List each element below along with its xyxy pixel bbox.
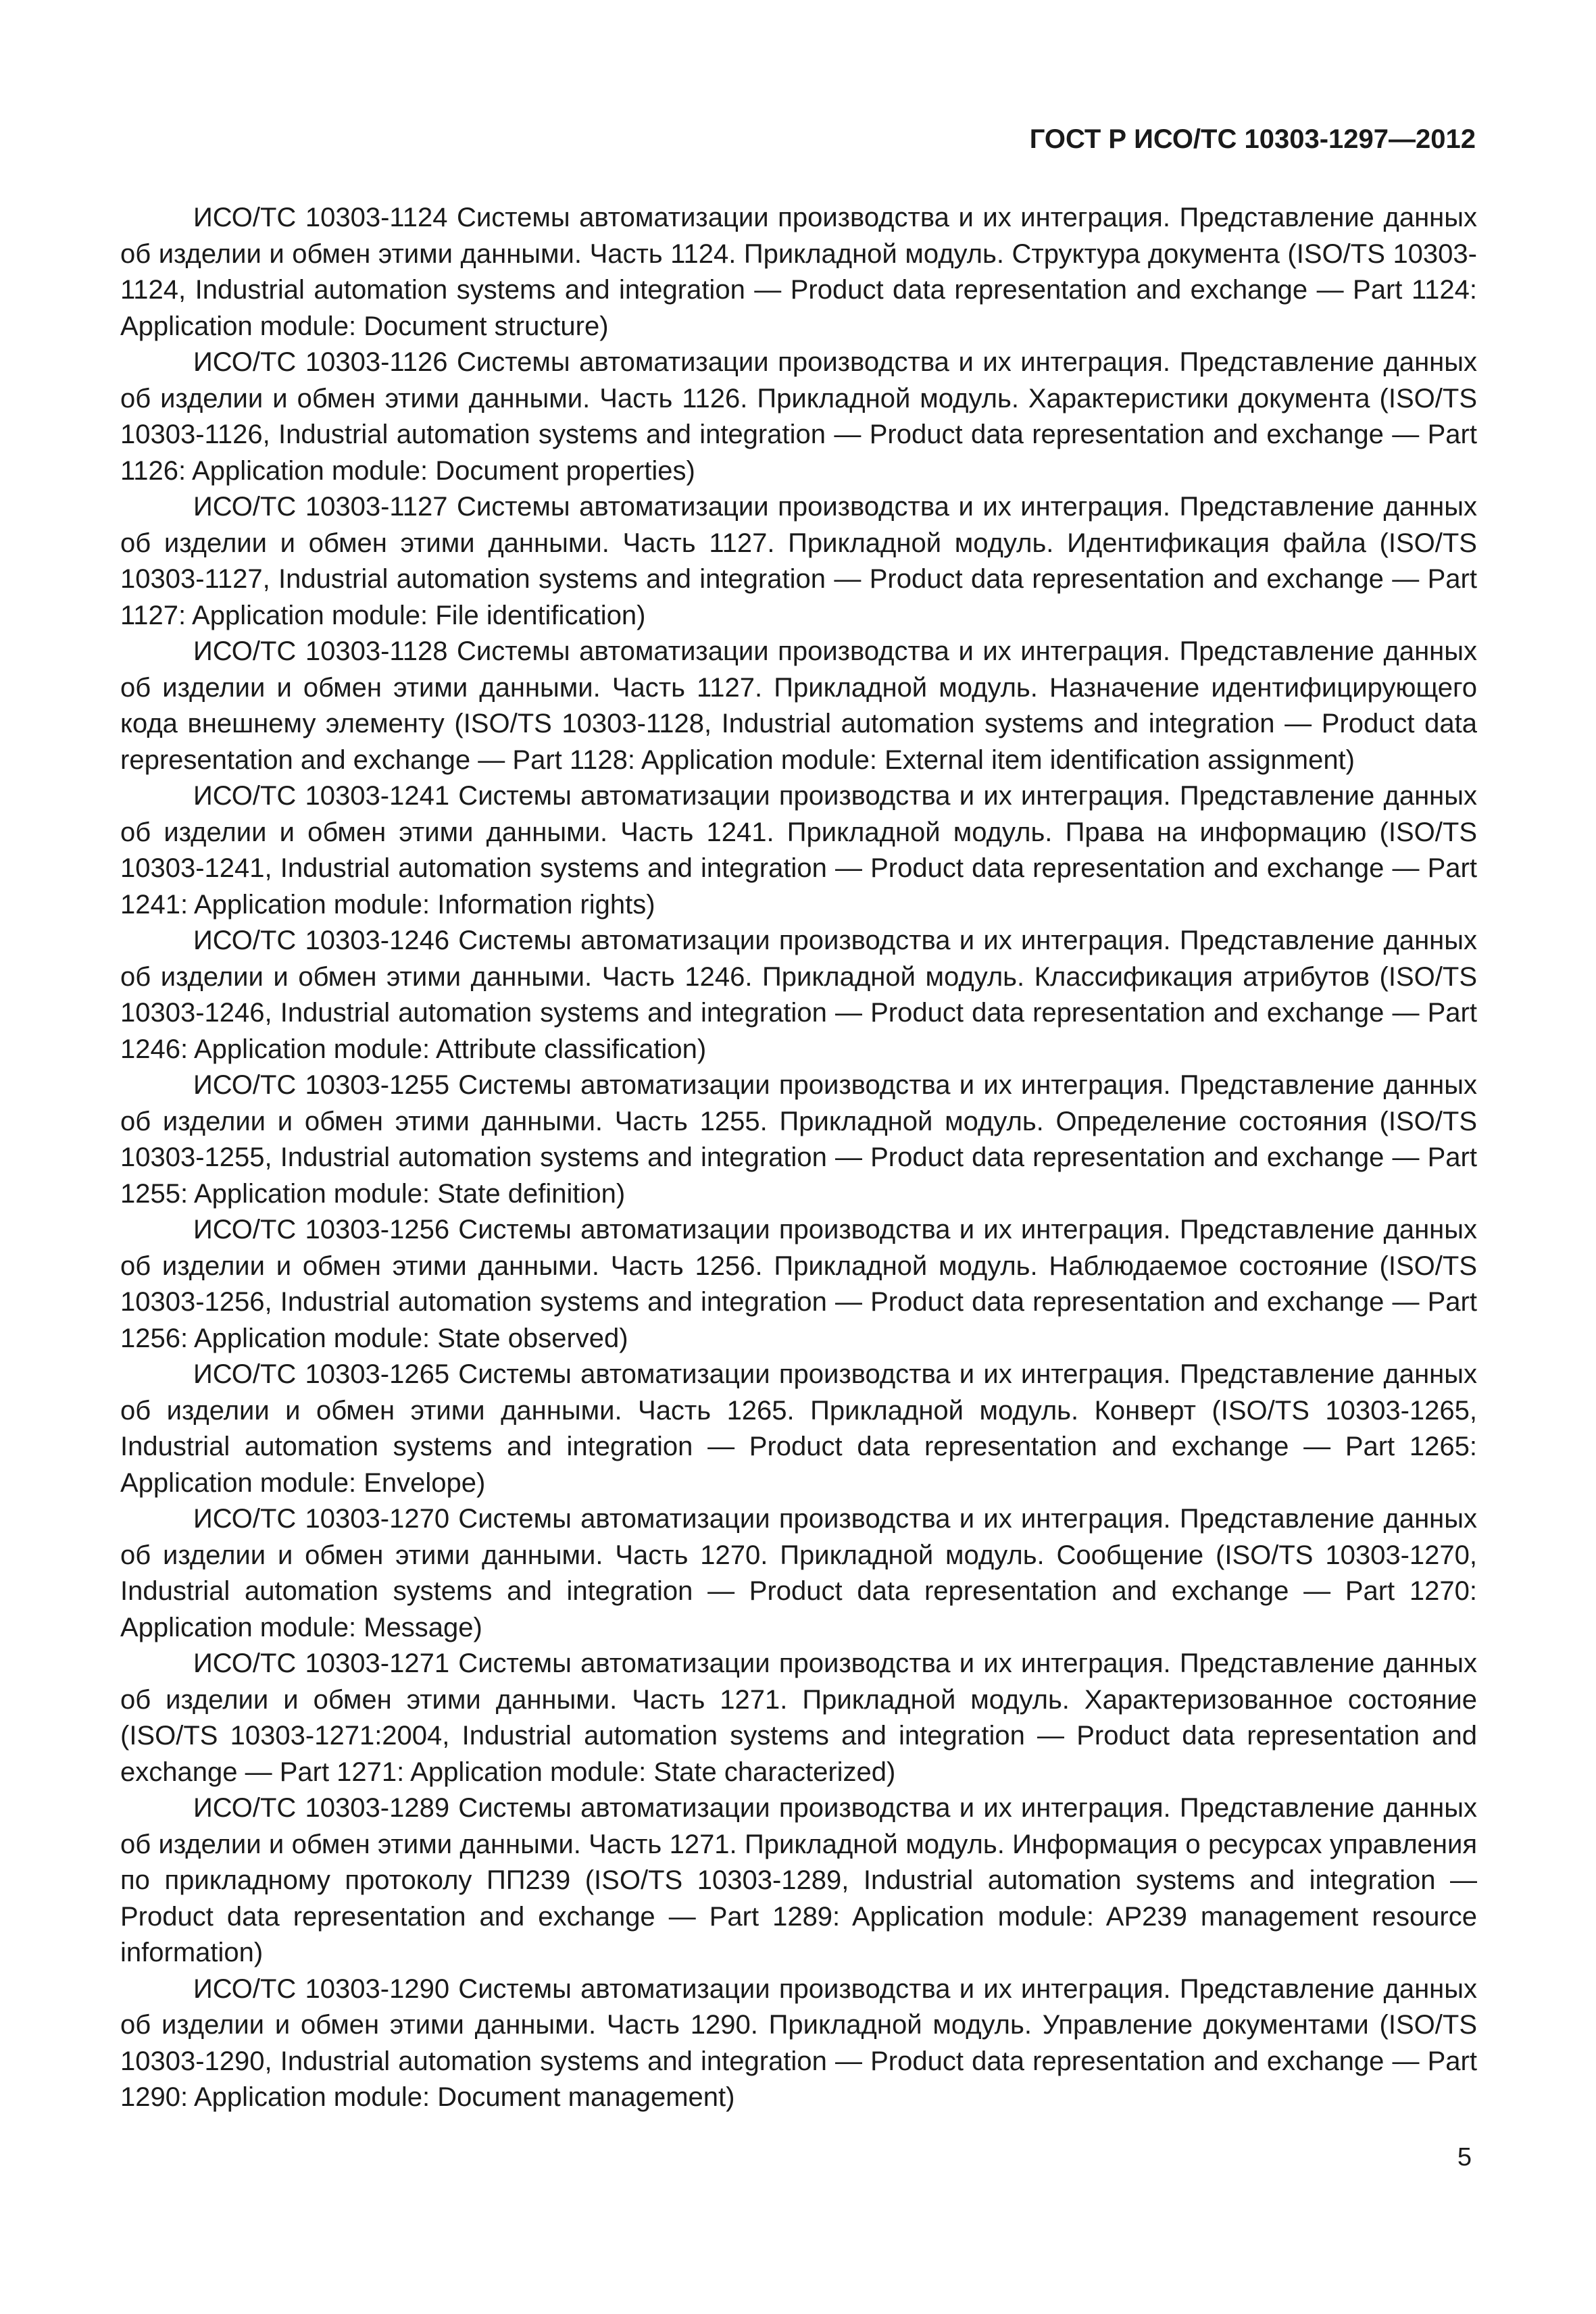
reference-paragraph: ИСО/ТС 10303-1128 Системы автоматизации производства и их интеграция. Представление данных об изделии и обмен этими данными. Часть 1127. Прикладной модуль. Назначение идентифицирующего кода внешнему элементу (ISO/TS 10303-1128, Industrial automation systems and integration — Product data representation and exchange — Part 1128: Application module: External item identification assignment) (120, 636, 1477, 775)
page-header-standard-id: ГОСТ Р ИСО/ТС 10303-1297—2012 (1029, 124, 1476, 154)
reference-paragraph: ИСО/ТС 10303-1126 Системы автоматизации производства и их интеграция. Представление данных об изделии и обмен этими данными. Часть 1126. Прикладной модуль. Характеристики документа (ISO/TS 10303-1126, Industrial automation systems and integration — Product data representation and exchange — Part 1126: Application module: Document properties) (120, 347, 1477, 486)
reference-list (120, 200, 1477, 2116)
reference-paragraph: ИСО/ТС 10303-1256 Системы автоматизации производства и их интеграция. Представление данных об изделии и обмен этими данными. Часть 1256. Прикладной модуль. Наблюдаемое состояние (ISO/TS 10303-1256, Industrial automation systems and integration — Product data representation and exchange — Part 1256: Application module: State observed) (120, 1215, 1477, 1353)
reference-paragraph: ИСО/ТС 10303-1124 Системы автоматизации производства и их интеграция. Представление данных об изделии и обмен этими данными. Часть 1124. Прикладной модуль. Структура документа (ISO/TS 10303-1124, Industrial automation systems and integration — Product data representation and exchange — Part 1124: Application module: Document structure) (120, 203, 1477, 341)
reference-paragraph: ИСО/ТС 10303-1265 Системы автоматизации производства и их интеграция. Представление данных об изделии и обмен этими данными. Часть 1265. Прикладной модуль. Конверт (ISO/TS 10303-1265, Industrial automation systems and integration — Product data representation and exchange — Part 1265: Application module: Envelope) (120, 1359, 1477, 1498)
reference-paragraph: ИСО/ТС 10303-1270 Системы автоматизации производства и их интеграция. Представление данных об изделии и обмен этими данными. Часть 1270. Прикладной модуль. Сообщение (ISO/TS 10303-1270, Industrial automation systems and integration — Product data representation and exchange — Part 1270: Application module: Message) (120, 1504, 1477, 1642)
reference-paragraph: ИСО/ТС 10303-1241 Системы автоматизации производства и их интеграция. Представление данных об изделии и обмен этими данными. Часть 1241. Прикладной модуль. Права на информацию (ISO/TS 10303-1241, Industrial automation systems and integration — Product data representation and exchange — Part 1241: Application module: Information rights) (120, 781, 1477, 920)
reference-paragraph: ИСО/ТС 10303-1289 Системы автоматизации производства и их интеграция. Представление данных об изделии и обмен этими данными. Часть 1271. Прикладной модуль. Информация о ресурсах управления по прикладному протоколу ПП239 (ISO/TS 10303-1289, Industrial automation systems and integration — Product data representation and exchange — Part 1289: Application module: AP239 management resource information) (120, 1793, 1477, 1967)
reference-paragraph: ИСО/ТС 10303-1127 Системы автоматизации производства и их интеграция. Представление данных об изделии и обмен этими данными. Часть 1127. Прикладной модуль. Идентификация файла (ISO/TS 10303-1127, Industrial automation systems and integration — Product data representation and exchange — Part 1127: Application module: File identification) (120, 492, 1477, 630)
reference-paragraph: ИСО/ТС 10303-1246 Системы автоматизации производства и их интеграция. Представление данных об изделии и обмен этими данными. Часть 1246. Прикладной модуль. Классификация атрибутов (ISO/TS 10303-1246, Industrial automation systems and integration — Product data representation and exchange — Part 1246: Application module: Attribute classification) (120, 926, 1477, 1064)
page-number: 5 (1457, 2143, 1472, 2171)
reference-paragraph: ИСО/ТС 10303-1255 Системы автоматизации производства и их интеграция. Представление данных об изделии и обмен этими данными. Часть 1255. Прикладной модуль. Определение состояния (ISO/TS 10303-1255, Industrial automation systems and integration — Product data representation and exchange — Part 1255: Application module: State definition) (120, 1070, 1477, 1209)
reference-paragraph: ИСО/ТС 10303-1271 Системы автоматизации производства и их интеграция. Представление данных об изделии и обмен этими данными. Часть 1271. Прикладной модуль. Характеризованное состояние (ISO/TS 10303-1271:2004, Industrial automation systems and integration — Product data representation and exchange — Part 1271: Application module: State characterized) (120, 1649, 1477, 1787)
reference-paragraph: ИСО/ТС 10303-1290 Системы автоматизации производства и их интеграция. Представление данных об изделии и обмен этими данными. Часть 1290. Прикладной модуль. Управление документами (ISO/TS 10303-1290, Industrial automation systems and integration — Product data representation and exchange — Part 1290: Application module: Document management) (120, 1973, 1477, 2112)
